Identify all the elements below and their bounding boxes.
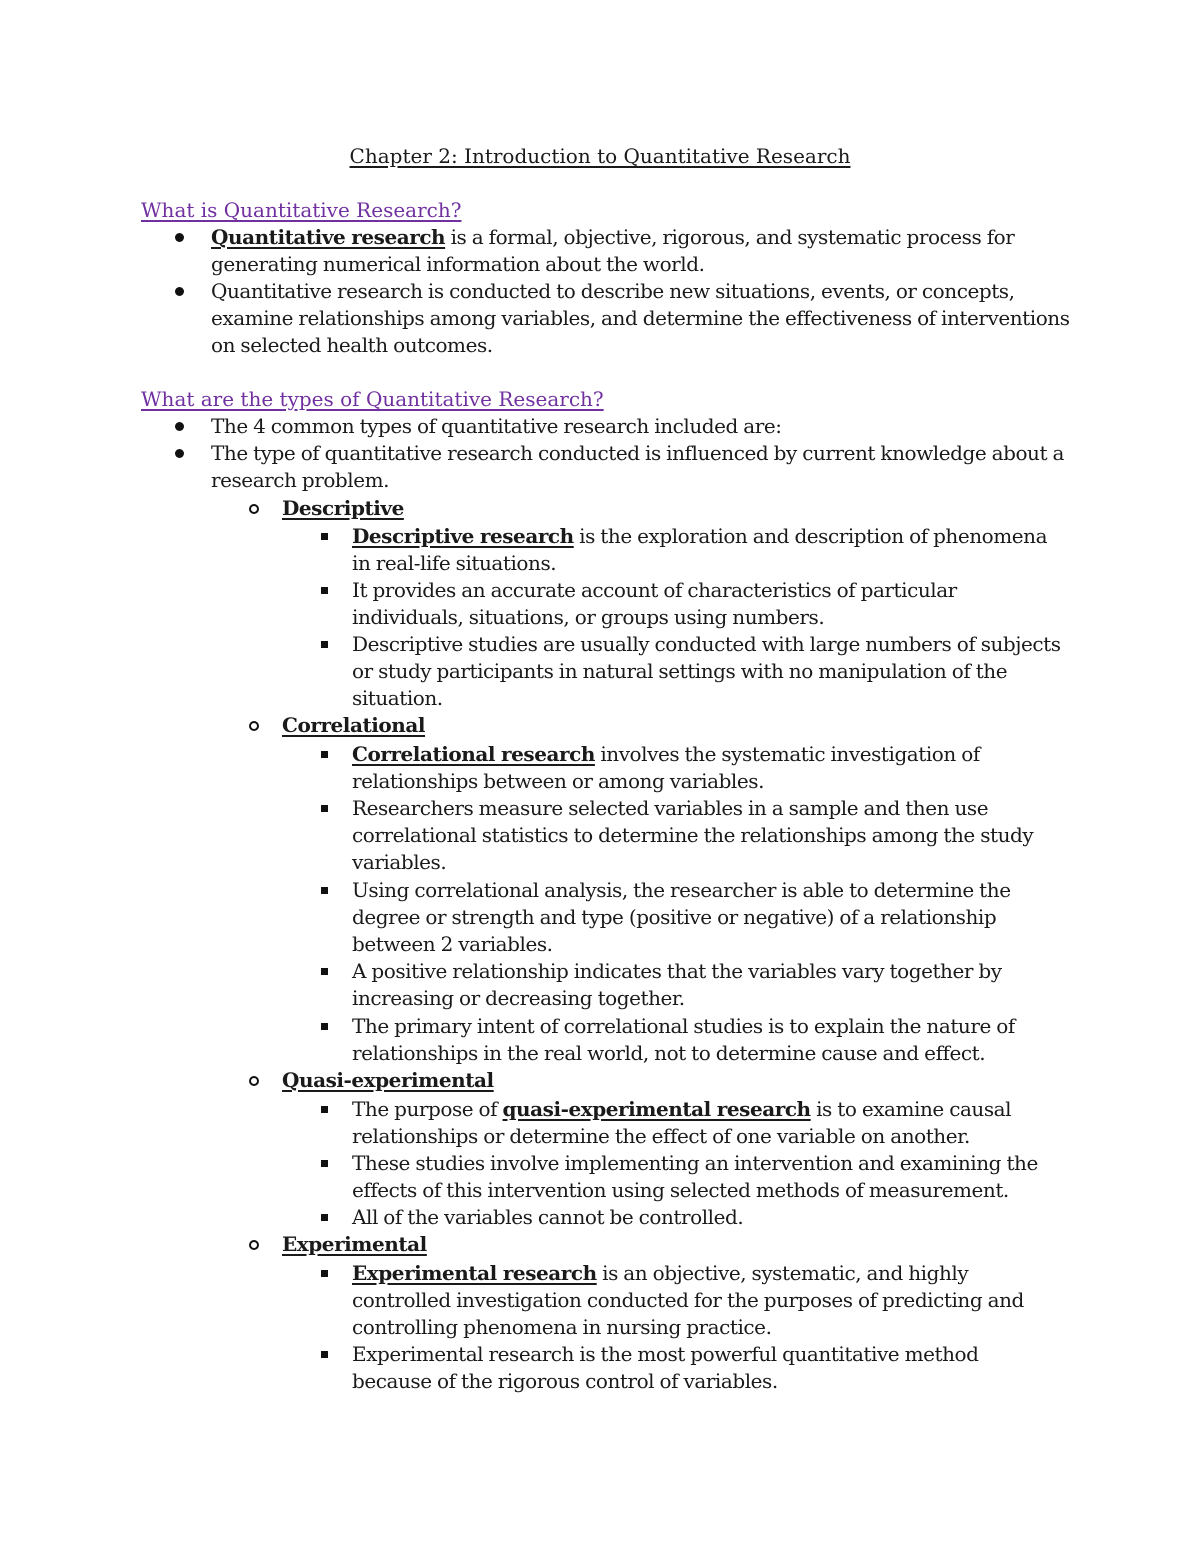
subtype-label: Descriptive bbox=[282, 496, 404, 520]
bullet-square-icon bbox=[321, 1214, 328, 1221]
key-term: Experimental research bbox=[352, 1261, 597, 1285]
list-item-text: It provides an accurate account of characteristics of particular individuals, situations, or groups using numbers. bbox=[352, 578, 957, 630]
list-item-text: is a formal, objective, rigorous, and systematic process for generating numerical information about the world. bbox=[211, 225, 1015, 277]
bullet-square-icon bbox=[321, 1106, 328, 1113]
list-item bbox=[352, 577, 1062, 631]
bullet-circle-icon bbox=[249, 504, 259, 514]
bullet-disc-icon bbox=[175, 449, 184, 458]
list-item-text: Using correlational analysis, the researcher is able to determine the degree or strength and type (positive or negative) of a relationship between 2 variables. bbox=[352, 878, 1011, 957]
bullet-square-icon bbox=[321, 641, 328, 648]
list-item bbox=[211, 224, 1071, 278]
list-item bbox=[211, 278, 1071, 360]
list-item-text: involves the systematic investigation of relationships between or among variables. bbox=[352, 742, 980, 794]
bullet-square-icon bbox=[321, 751, 328, 758]
bullet-square-icon bbox=[321, 1270, 328, 1277]
key-term: quasi-experimental research bbox=[502, 1097, 811, 1121]
bullet-square-icon bbox=[321, 587, 328, 594]
list-item bbox=[211, 413, 1071, 440]
list-item bbox=[352, 1204, 1062, 1231]
list-item bbox=[352, 795, 1062, 877]
list-item bbox=[352, 741, 1062, 795]
bullet-square-icon bbox=[321, 1023, 328, 1030]
subtype-descriptive bbox=[282, 495, 1062, 522]
list-item-text: The primary intent of correlational studies is to explain the nature of relationships in the real world, not to determine cause and effect. bbox=[352, 1014, 1015, 1066]
list-item bbox=[352, 631, 1062, 713]
bullet-square-icon bbox=[321, 1160, 328, 1167]
list-item-text: These studies involve implementing an intervention and examining the effects of this intervention using selected methods of measurement. bbox=[352, 1151, 1038, 1203]
list-item bbox=[352, 877, 1062, 959]
subtype-label: Quasi-experimental bbox=[282, 1068, 494, 1092]
list-item-text: The type of quantitative research conducted is influenced by current knowledge about a research problem. bbox=[211, 441, 1064, 493]
subtype-quasi-experimental bbox=[282, 1067, 1062, 1094]
bullet-disc-icon bbox=[175, 422, 184, 431]
section-heading-what-is: What is Quantitative Research? bbox=[141, 198, 462, 222]
bullet-square-icon bbox=[321, 805, 328, 812]
list-item-text: Researchers measure selected variables in a sample and then use correlational statistics to determine the relationships among the study variables. bbox=[352, 796, 1034, 875]
list-item-text: is to examine causal relationships or determine the effect of one variable on another. bbox=[352, 1097, 1012, 1149]
list-item-text: Descriptive studies are usually conducted with large numbers of subjects or study participants in natural settings with no manipulation of the situation. bbox=[352, 632, 1061, 711]
list-item-text: The purpose of bbox=[352, 1097, 503, 1121]
list-item bbox=[352, 1013, 1062, 1067]
subtype-label: Experimental bbox=[282, 1232, 427, 1256]
list-item-text: is an objective, systematic, and highly controlled investigation conducted for the purposes of predicting and controlling phenomena in nursing practice. bbox=[352, 1261, 1024, 1340]
subtype-label: Correlational bbox=[282, 713, 426, 737]
bullet-square-icon bbox=[321, 533, 328, 540]
list-item-text: The 4 common types of quantitative research included are: bbox=[211, 414, 782, 438]
key-term: Quantitative research bbox=[211, 225, 446, 249]
list-item bbox=[352, 523, 1062, 577]
bullet-circle-icon bbox=[249, 1076, 259, 1086]
list-item-text: A positive relationship indicates that the variables vary together by increasing or decreasing together. bbox=[352, 959, 1002, 1011]
bullet-square-icon bbox=[321, 1351, 328, 1358]
bullet-circle-icon bbox=[249, 721, 259, 731]
list-item-text: Quantitative research is conducted to describe new situations, events, or concepts, examine relationships among variables, and determine the effectiveness of interventions on selected health outcomes. bbox=[211, 279, 1070, 358]
list-item bbox=[352, 1341, 1062, 1395]
bullet-square-icon bbox=[321, 887, 328, 894]
bullet-disc-icon bbox=[175, 233, 184, 242]
list-item bbox=[352, 1096, 1062, 1150]
key-term: Correlational research bbox=[352, 742, 595, 766]
list-item bbox=[211, 440, 1071, 494]
page-title: Chapter 2: Introduction to Quantitative Research bbox=[349, 144, 851, 168]
list-item-text: All of the variables cannot be controlled. bbox=[352, 1205, 744, 1229]
key-term: Descriptive research bbox=[352, 524, 574, 548]
list-item-text: Experimental research is the most powerful quantitative method because of the rigorous control of variables. bbox=[352, 1342, 979, 1394]
list-item bbox=[352, 1150, 1062, 1204]
subtype-experimental bbox=[282, 1231, 1062, 1258]
list-item bbox=[352, 958, 1062, 1012]
bullet-disc-icon bbox=[175, 287, 184, 296]
bullet-circle-icon bbox=[249, 1240, 259, 1250]
subtype-correlational bbox=[282, 712, 1062, 739]
list-item bbox=[352, 1260, 1062, 1342]
list-item-text: is the exploration and description of phenomena in real-life situations. bbox=[352, 524, 1048, 576]
bullet-square-icon bbox=[321, 968, 328, 975]
section-heading-types: What are the types of Quantitative Research? bbox=[141, 387, 604, 411]
